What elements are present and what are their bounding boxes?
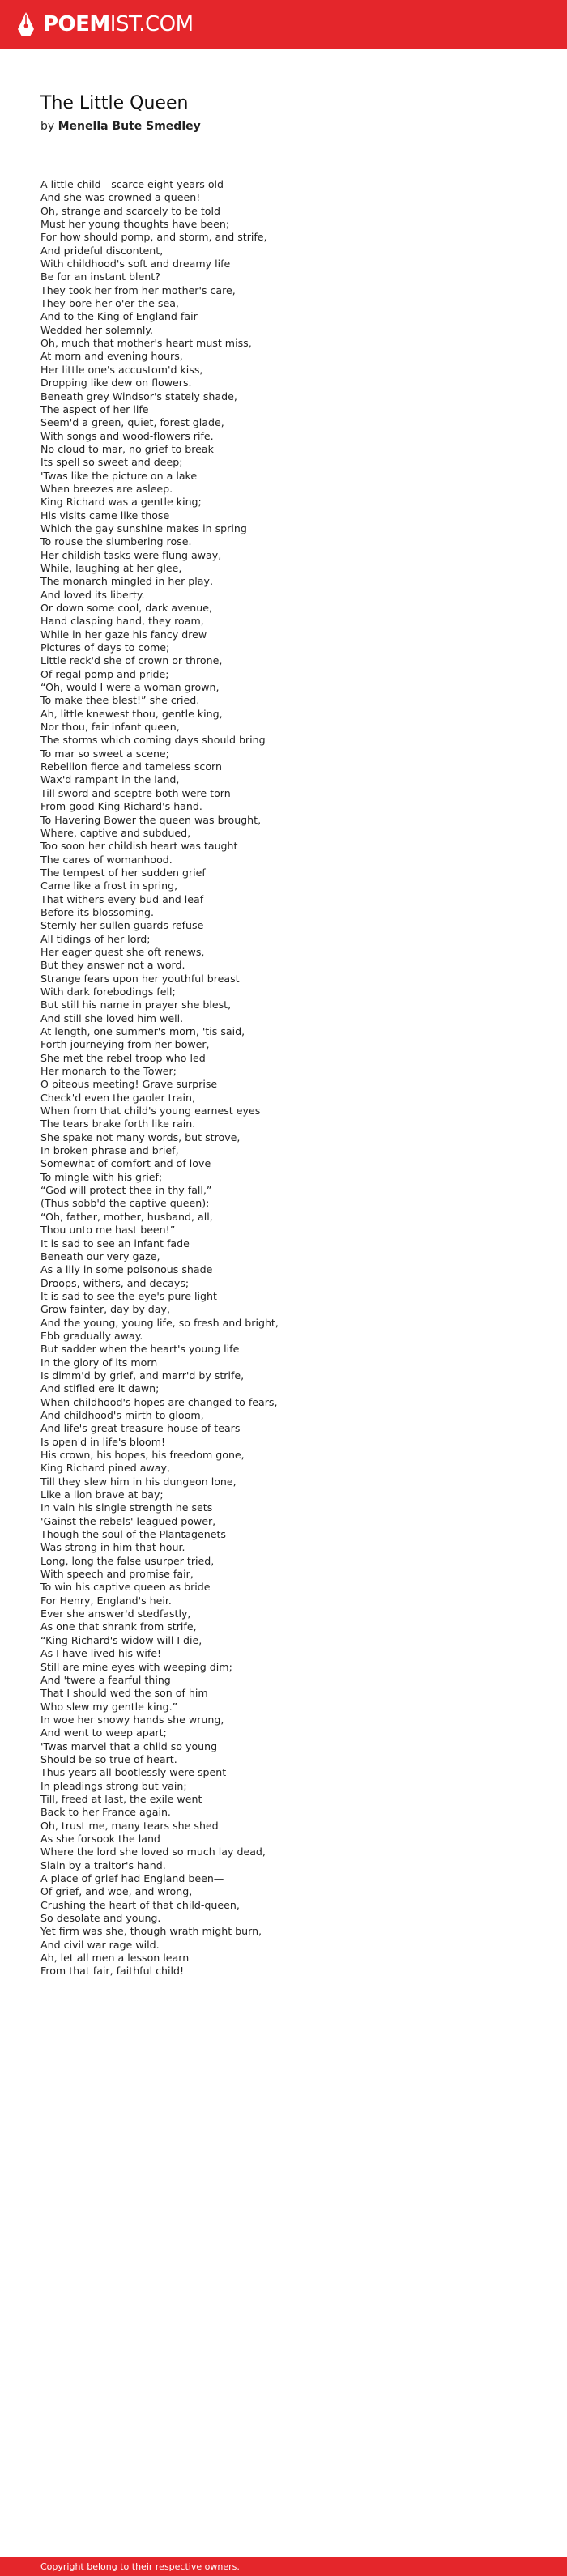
poem-line: For how should pomp, and storm, and strife, bbox=[40, 231, 267, 244]
poem-line: “Oh, father, mother, husband, all, bbox=[40, 1210, 213, 1223]
poem-line: And 'twere a fearful thing bbox=[40, 1673, 171, 1686]
poem-line: With dark forebodings fell; bbox=[40, 985, 176, 998]
poem-line: The cares of womanhood. bbox=[40, 853, 173, 866]
poem-line: Her monarch to the Tower; bbox=[40, 1065, 177, 1078]
poem-line: In pleadings strong but vain; bbox=[40, 1779, 187, 1792]
poem-line: As a lily in some poisonous shade bbox=[40, 1263, 213, 1276]
poem-line: Oh, trust me, many tears she shed bbox=[40, 1819, 219, 1832]
poem-line: Though the soul of the Plantagenets bbox=[40, 1528, 226, 1541]
poem-line: Hand clasping hand, they roam, bbox=[40, 615, 204, 628]
poem-line: Where, captive and subdued, bbox=[40, 826, 191, 839]
poem-line: From good King Richard's hand. bbox=[40, 800, 202, 813]
site-footer bbox=[0, 2557, 567, 2576]
poem-line: Till, freed at last, the exile went bbox=[40, 1792, 202, 1805]
poem-line: Ebb gradually away. bbox=[40, 1329, 143, 1342]
poem-line: To win his captive queen as bride bbox=[40, 1581, 211, 1594]
poem-line: 'Twas marvel that a child so young bbox=[40, 1739, 218, 1752]
poem-line: The storms which coming days should bring bbox=[40, 734, 266, 747]
poem-line: Sternly her sullen guards refuse bbox=[40, 919, 204, 932]
poem-line: Ever she answer'd stedfastly, bbox=[40, 1607, 191, 1620]
poem-line: In the glory of its morn bbox=[40, 1356, 158, 1369]
poem-line: To rouse the slumbering rose. bbox=[40, 535, 192, 548]
poem-line: 'Gainst the rebels' leagued power, bbox=[40, 1514, 216, 1527]
poem-line: Like a lion brave at bay; bbox=[40, 1488, 164, 1501]
poem-line: At morn and evening hours, bbox=[40, 350, 183, 363]
poem-line: Dropping like dew on flowers. bbox=[40, 377, 192, 390]
poem-line: Came like a frost in spring, bbox=[40, 879, 178, 892]
poem-line: And the young, young life, so fresh and bright, bbox=[40, 1316, 279, 1329]
poem-line: Back to her France again. bbox=[40, 1806, 171, 1819]
poem-line: “King Richard's widow will I die, bbox=[40, 1633, 202, 1646]
poem-line: Till sword and sceptre both were torn bbox=[40, 786, 231, 799]
poem-line: Seem'd a green, quiet, forest glade, bbox=[40, 416, 224, 429]
poem-line: Strange fears upon her youthful breast bbox=[40, 972, 240, 985]
poem-line: To Havering Bower the queen was brought, bbox=[40, 813, 262, 826]
poem-line: Her eager quest she oft renews, bbox=[40, 945, 205, 958]
poem-line: Till they slew him in his dungeon lone, bbox=[40, 1475, 237, 1488]
poem-line: Where the lord she loved so much lay dead, bbox=[40, 1846, 266, 1859]
poem-line: And civil war rage wild. bbox=[40, 1938, 160, 1951]
poem-line: When breezes are asleep. bbox=[40, 482, 173, 495]
poem-line: Wax'd rampant in the land, bbox=[40, 773, 180, 786]
poem-line: At length, one summer's morn, 'tis said, bbox=[40, 1025, 245, 1037]
poem-line: But still his name in prayer she blest, bbox=[40, 998, 232, 1011]
poem-body bbox=[40, 178, 279, 1978]
poem-line: Oh, much that mother's heart must miss, bbox=[40, 337, 252, 350]
poem-line: Pictures of days to come; bbox=[40, 641, 170, 654]
poem-line: From that fair, faithful child! bbox=[40, 1965, 185, 1978]
poem-line: And prideful discontent, bbox=[40, 244, 164, 257]
poem-line: To make thee blest!” she cried. bbox=[40, 694, 200, 707]
poem-line: No cloud to mar, no grief to break bbox=[40, 442, 214, 455]
poem-line: The monarch mingled in her play, bbox=[40, 575, 213, 588]
poem-line: All tidings of her lord; bbox=[40, 932, 151, 945]
poem-line: They bore her o'er the sea, bbox=[40, 297, 179, 310]
poem-line: Ah, let all men a lesson learn bbox=[40, 1952, 190, 1965]
poem-line: Grow fainter, day by day, bbox=[40, 1303, 170, 1316]
poem-line: As I have lived his wife! bbox=[40, 1647, 162, 1660]
pen-nib-icon bbox=[16, 11, 36, 37]
poem-line: In broken phrase and brief, bbox=[40, 1144, 179, 1157]
poem-line: With childhood's soft and dreamy life bbox=[40, 258, 231, 270]
poem-line: King Richard pined away, bbox=[40, 1462, 170, 1475]
poem-line: A place of grief had England been— bbox=[40, 1872, 224, 1884]
poem-line: His visits came like those bbox=[40, 509, 170, 522]
poem-line: King Richard was a gentle king; bbox=[40, 496, 202, 509]
poem-line: And stifled ere it dawn; bbox=[40, 1382, 160, 1395]
by-label: by bbox=[40, 120, 55, 133]
poem-line: Beneath grey Windsor's stately shade, bbox=[40, 390, 237, 402]
poem-line: Long, long the false usurper tried, bbox=[40, 1554, 215, 1567]
site-header bbox=[0, 0, 567, 49]
poem-line: In woe her snowy hands she wrung, bbox=[40, 1713, 224, 1726]
poem-line: Somewhat of comfort and of love bbox=[40, 1157, 211, 1170]
poem-line: Wedded her solemnly. bbox=[40, 323, 154, 336]
poem-line: When childhood's hopes are changed to fears, bbox=[40, 1395, 278, 1408]
poem-line: Of grief, and woe, and wrong, bbox=[40, 1885, 193, 1898]
poem-line: Nor thou, fair infant queen, bbox=[40, 721, 180, 734]
poem-line: Check'd even the gaoler train, bbox=[40, 1091, 195, 1104]
author-link[interactable]: Menella Bute Smedley bbox=[58, 120, 201, 133]
byline bbox=[40, 118, 201, 134]
poem-line: The aspect of her life bbox=[40, 402, 149, 415]
poem-line: Too soon her childish heart was taught bbox=[40, 840, 238, 853]
poem-line: Yet firm was she, though wrath might burn, bbox=[40, 1925, 262, 1938]
poem-line: Be for an instant blent? bbox=[40, 270, 160, 283]
poem-line: O piteous meeting! Grave surprise bbox=[40, 1078, 218, 1091]
poem-line: Is dimm'd by grief, and marr'd by strife, bbox=[40, 1369, 245, 1382]
poem-line: Droops, withers, and decays; bbox=[40, 1276, 190, 1289]
poem-line: The tempest of her sudden grief bbox=[40, 866, 206, 879]
poem-line: And childhood's mirth to gloom, bbox=[40, 1408, 204, 1421]
poem-line: And went to weep apart; bbox=[40, 1727, 167, 1739]
poem-line: And still she loved him well. bbox=[40, 1011, 184, 1024]
poem-line: 'Twas like the picture on a lake bbox=[40, 469, 198, 482]
poem-line: Must her young thoughts have been; bbox=[40, 218, 230, 231]
poem-line: A little child—scarce eight years old— bbox=[40, 178, 234, 190]
poem-line: That I should wed the son of him bbox=[40, 1687, 208, 1700]
poem-line: Is open'd in life's bloom! bbox=[40, 1435, 166, 1448]
poem-line: Her childish tasks were flung away, bbox=[40, 548, 222, 561]
poem-line: That withers every bud and leaf bbox=[40, 892, 204, 905]
poem-line: In vain his single strength he sets bbox=[40, 1501, 213, 1514]
poem-line: But sadder when the heart's young life bbox=[40, 1343, 240, 1356]
poem-line: Crushing the heart of that child-queen, bbox=[40, 1898, 240, 1911]
poem-line: It is sad to see the eye's pure light bbox=[40, 1289, 217, 1302]
poem-line: And life's great treasure-house of tears bbox=[40, 1422, 241, 1435]
site-brand-bold: POEM bbox=[43, 12, 110, 36]
poem-line: As one that shrank from strife, bbox=[40, 1620, 197, 1633]
poem-line: Oh, strange and scarcely to be told bbox=[40, 204, 220, 217]
poem-line: But they answer not a word. bbox=[40, 959, 185, 972]
site-brand-light: IST.COM bbox=[109, 12, 194, 36]
site-brand bbox=[43, 11, 194, 38]
poem-line: And she was crowned a queen! bbox=[40, 191, 201, 204]
poem-line: “Oh, would I were a woman grown, bbox=[40, 681, 220, 694]
poem-line: Before its blossoming. bbox=[40, 905, 154, 918]
poem-line: Still are mine eyes with weeping dim; bbox=[40, 1660, 232, 1673]
poem-line: Which the gay sunshine makes in spring bbox=[40, 522, 247, 534]
poem-line: The tears brake forth like rain. bbox=[40, 1118, 196, 1130]
poem-line: To mingle with his grief; bbox=[40, 1170, 163, 1183]
poem-line: Of regal pomp and pride; bbox=[40, 667, 169, 680]
poem-line: Should be so true of heart. bbox=[40, 1752, 177, 1765]
copyright-text: Copyright belong to their respective owners. bbox=[40, 2561, 240, 2572]
poem-line: His crown, his hopes, his freedom gone, bbox=[40, 1449, 245, 1461]
poem-line: And to the King of England fair bbox=[40, 310, 198, 323]
poem-line: Slain by a traitor's hand. bbox=[40, 1859, 166, 1871]
poem-line: While in her gaze his fancy drew bbox=[40, 628, 207, 641]
poem-line: To mar so sweet a scene; bbox=[40, 747, 169, 760]
poem-line: As she forsook the land bbox=[40, 1832, 160, 1845]
poem-line: And loved its liberty. bbox=[40, 588, 145, 601]
poem-line: Was strong in him that hour. bbox=[40, 1541, 185, 1554]
poem-line: With speech and promise fair, bbox=[40, 1568, 194, 1581]
poem-line: Little reck'd she of crown or throne, bbox=[40, 654, 223, 667]
poem-title: The Little Queen bbox=[40, 93, 189, 113]
poem-line: When from that child's young earnest eyes bbox=[40, 1105, 261, 1118]
poem-line: They took her from her mother's care, bbox=[40, 283, 236, 296]
poem-line: Who slew my gentle king.” bbox=[40, 1700, 178, 1713]
poem-line: It is sad to see an infant fade bbox=[40, 1237, 190, 1250]
poem-line: Her little one's accustom'd kiss, bbox=[40, 363, 203, 376]
poem-line: Its spell so sweet and deep; bbox=[40, 456, 183, 469]
poem-line: For Henry, England's heir. bbox=[40, 1594, 172, 1607]
poem-line: She spake not many words, but strove, bbox=[40, 1130, 241, 1143]
poem-line: “God will protect thee in thy fall,” bbox=[40, 1184, 212, 1197]
poem-line: While, laughing at her glee, bbox=[40, 561, 182, 574]
poem-line: Rebellion fierce and tameless scorn bbox=[40, 760, 222, 773]
poem-line: Forth journeying from her bower, bbox=[40, 1038, 210, 1051]
poem-line: So desolate and young. bbox=[40, 1912, 161, 1925]
site-logo[interactable] bbox=[16, 11, 194, 38]
poem-line: Ah, little knewest thou, gentle king, bbox=[40, 707, 223, 720]
poem-line: Or down some cool, dark avenue, bbox=[40, 602, 213, 614]
poem-line: Thus years all bootlessly were spent bbox=[40, 1766, 227, 1779]
poem-line: (Thus sobb'd the captive queen); bbox=[40, 1197, 210, 1210]
poem-line: With songs and wood-flowers rife. bbox=[40, 429, 214, 442]
poem-line: Beneath our very gaze, bbox=[40, 1250, 160, 1262]
poem-line: She met the rebel troop who led bbox=[40, 1051, 206, 1064]
poem-line: Thou unto me hast been!” bbox=[40, 1224, 176, 1237]
